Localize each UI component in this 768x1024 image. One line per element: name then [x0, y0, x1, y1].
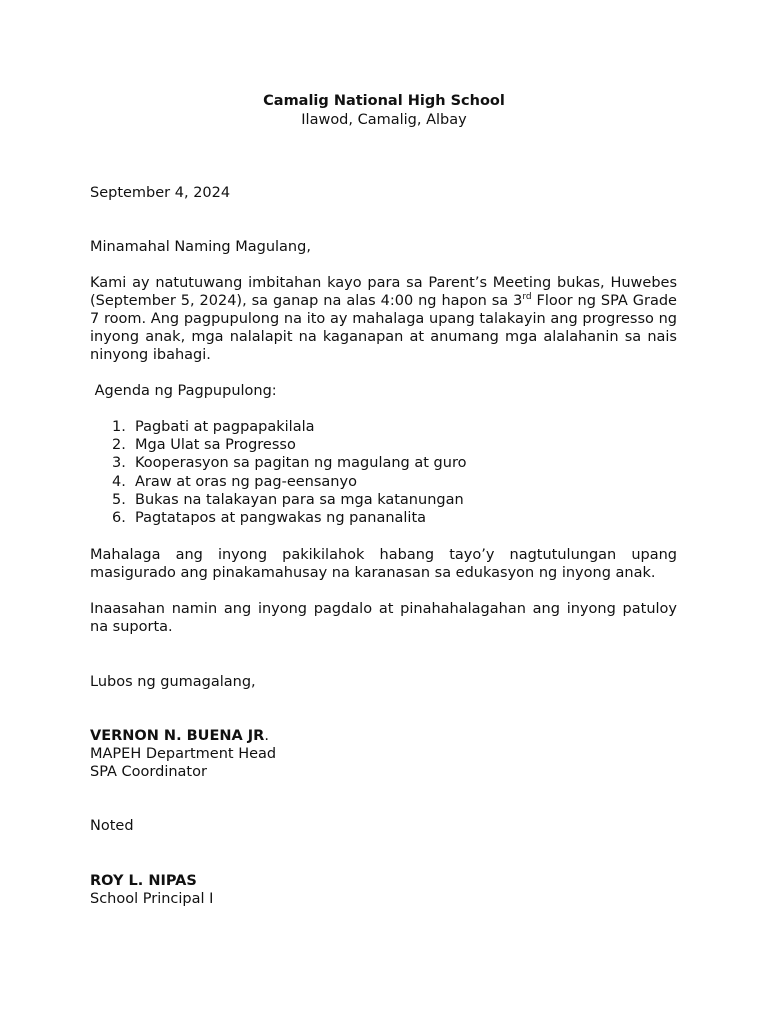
- list-item-text: Mga Ulat sa Progresso: [135, 437, 296, 454]
- list-item: [90, 509, 466, 527]
- letter-date: September 4, 2024: [90, 185, 231, 201]
- noted-label: Noted: [90, 818, 134, 834]
- list-item: [90, 454, 466, 472]
- list-item-text: Pagbati at pagpapakilala: [135, 419, 315, 435]
- list-item-text: Kooperasyon sa pagitan ng magulang at guro: [135, 455, 467, 472]
- signatory-name-text: VERNON N. BUENA JR: [90, 728, 265, 744]
- school-address: Ilawod, Camalig, Albay: [301, 112, 467, 128]
- list-item-text: Araw at oras ng pag-eensanyo: [135, 473, 357, 490]
- list-item: [90, 418, 466, 436]
- salutation: Minamahal Naming Magulang,: [90, 239, 311, 255]
- signatory-name-suffix: .: [264, 728, 269, 744]
- signatory-name: [90, 727, 677, 745]
- participation-paragraph: Mahalaga ang inyong pakikilahok habang tayo’y nagtutulungan upang masigurado ang pinakamahusay na karanasan sa edukasyon ng inyong anak.: [90, 547, 677, 581]
- list-item-number: 1.: [112, 419, 126, 435]
- list-item-text: Pagtatapos at pangwakas ng pananalita: [135, 510, 427, 527]
- list-item-text: Bukas na talakayan para sa mga katanungan: [135, 491, 464, 508]
- list-item: [90, 491, 466, 509]
- principal-title: School Principal I: [90, 891, 214, 907]
- intro-text-1: Kami ay natutuwang imbitahan kayo para sa Parent’s Meeting bukas, Huwebes (September 5, 2024), sa ganap na alas 4:00 ng hapon sa 3: [90, 275, 677, 309]
- list-item-number: 4.: [112, 473, 126, 490]
- intro-paragraph: [90, 274, 677, 364]
- list-item-number: 3.: [112, 455, 126, 472]
- school-name: Camalig National High School: [263, 93, 505, 109]
- signatory-role: SPA Coordinator: [90, 764, 207, 780]
- support-paragraph: Inaasahan namin ang inyong pagdalo at pinahahalagahan ang inyong patuloy na suporta.: [90, 601, 677, 635]
- list-item: [90, 436, 466, 454]
- list-item-number: 5.: [112, 491, 126, 508]
- agenda-list: [90, 418, 466, 527]
- signatory-title: MAPEH Department Head: [90, 746, 277, 762]
- ordinal-superscript: rd: [522, 292, 532, 303]
- closing-line: Lubos ng gumagalang,: [90, 674, 256, 690]
- principal-name: ROY L. NIPAS: [90, 873, 197, 889]
- list-item-number: 2.: [112, 437, 126, 454]
- list-item: [90, 473, 466, 491]
- list-item-number: 6.: [112, 510, 126, 527]
- intro-text-2: Floor ng SPA Grade 7 room. Ang pagpupulong na ito ay mahalaga upang talakayin ang progresso ng inyong anak, mga nalalapit na kaganapan at anumang mga alalahanin sa nais ninyong ibahagi.: [90, 293, 677, 363]
- agenda-title: Agenda ng Pagpupulong:: [90, 383, 277, 399]
